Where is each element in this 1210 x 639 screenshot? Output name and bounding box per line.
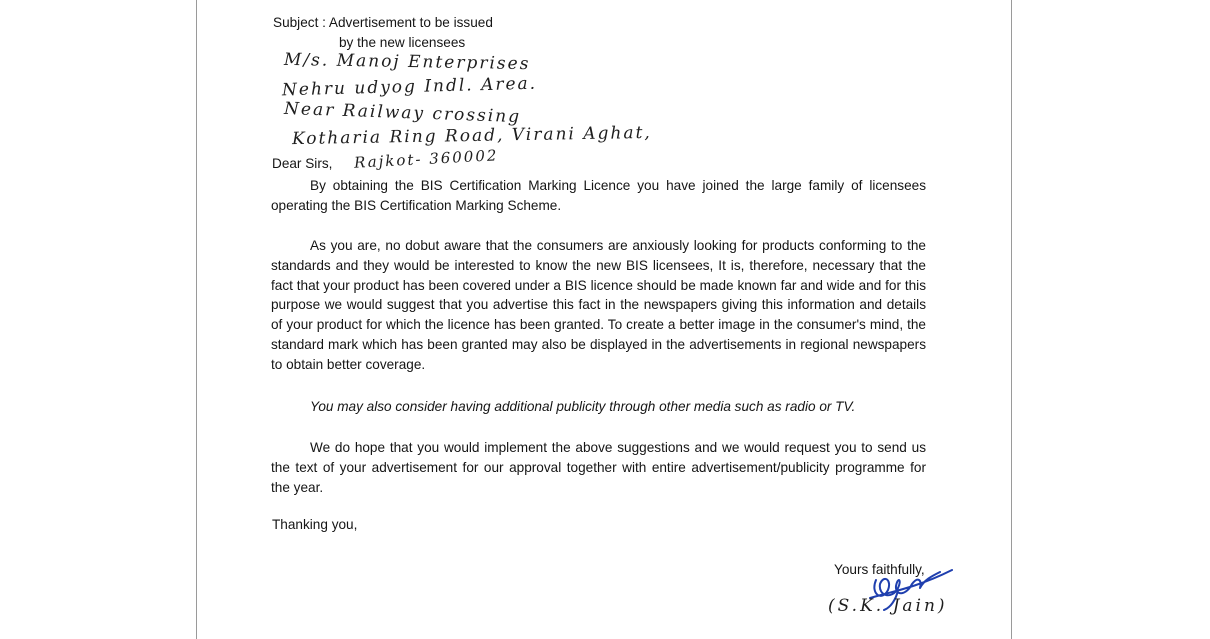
- handwritten-address-line: Nehru udyog Indl. Area.: [281, 73, 538, 101]
- body-paragraph: As you are, no dobut aware that the consumers are anxiously looking for products conforming to the standards and they would be interested to know the new BIS licensees, It is, therefore, necessary that the fact that your product has been covered under a BIS licence should be made known far and wide and for this purpose we would suggest that you advertise this fact in the newspapers giving this information and details of your product for which the licence has been granted. To create a better image in the consumer's mind, the standard mark which has been granted may also be displayed in the advertisements in regional newspapers to obtain better coverage.: [271, 238, 926, 372]
- signatory-name: (S.K. Jain): [828, 596, 948, 616]
- subject-line: Subject : Advertisement to be issued: [273, 15, 493, 30]
- body-paragraph: We do hope that you would implement the above suggestions and we would request you to send us the text of your advertisement for our approval together with entire advertisement/publicity programme for the year.: [271, 440, 926, 495]
- handwritten-address-line: Kotharia Ring Road, Virani Aghat,: [291, 122, 652, 150]
- handwritten-address-line: Rajkot- 360002: [353, 146, 499, 172]
- handwritten-address-line: Near Railway crossing: [283, 98, 522, 128]
- closing-line: Thanking you,: [272, 517, 358, 532]
- salutation: Dear Sirs,: [272, 156, 333, 171]
- sign-off: Yours faithfully,: [834, 562, 925, 577]
- subject-line-continued: by the new licensees: [339, 35, 466, 50]
- body-paragraph: You may also consider having additional publicity through other media such as radio or TV.: [310, 399, 856, 414]
- handwritten-address-line: M/s. Manoj Enterprises: [283, 49, 531, 75]
- body-paragraph: By obtaining the BIS Certification Marking Licence you have joined the large family of licensees operating the BIS Certification Marking Scheme.: [271, 178, 926, 213]
